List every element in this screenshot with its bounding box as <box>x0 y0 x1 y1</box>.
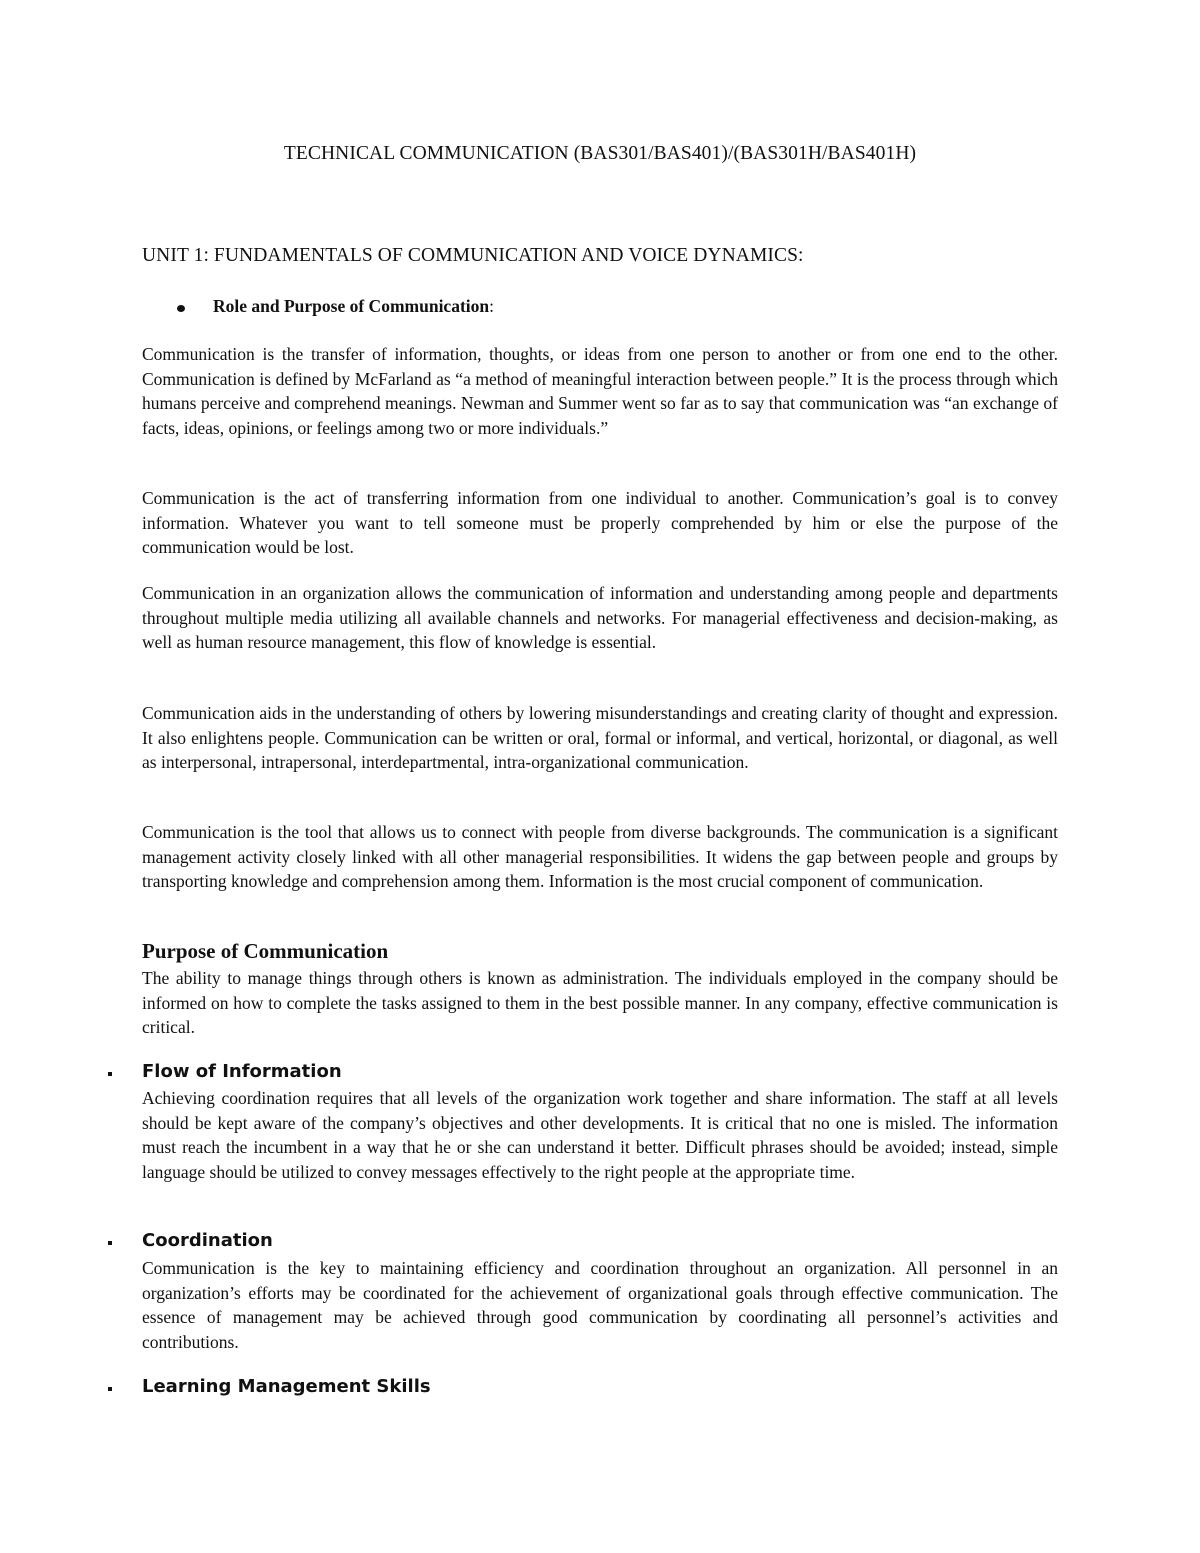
bullet-square-icon <box>108 1072 112 1076</box>
flow-of-information-text: Achieving coordination requires that all levels of the organization work together and share information. The staff at all levels should be kept aware of the company’s objectives and other developments. It is critical that no one is misled. The information must reach the incumbent in a way that he or she can understand it better. Difficult phrases should be avoided; instead, simple language should be utilized to convey messages effectively to the right people at the appropriate time. <box>142 1088 1058 1182</box>
coordination-text: Communication is the key to maintaining efficiency and coordination throughout an organization. All personnel in an organization’s efforts may be coordinated for the achievement of organizational goals through effective communication. The essence of management may be achieved through good communication by coordinating all personnel’s activities and contributions. <box>142 1258 1058 1352</box>
role-heading-text: Role and Purpose of Communication <box>213 296 490 316</box>
unit-heading: UNIT 1: FUNDAMENTALS OF COMMUNICATION AND VOICE DYNAMICS: <box>142 245 804 266</box>
purpose-heading: Purpose of Communication <box>142 939 389 963</box>
document-title: TECHNICAL COMMUNICATION (BAS301/BAS401)/(BAS301H/BAS401H) <box>283 143 917 164</box>
bullet-dot-icon <box>177 305 185 312</box>
intro-paragraph-2: Communication is the act of transferring information from one individual to another. Communication’s goal is to convey information. Whatever you want to tell someone must be properly comprehended by him or else the purpose of the communication would be lost. <box>142 488 1058 558</box>
purpose-paragraph: The ability to manage things through others is known as administration. The individuals employed in the company should be informed on how to complete the tasks assigned to them in the best possible manner. In any company, effective communication is critical. <box>142 968 1058 1038</box>
intro-paragraph-5: Communication is the tool that allows us to connect with people from diverse backgrounds. The communication is a significant management activity closely linked with all other managerial responsibilities. It widens the gap between people and groups by transporting knowledge and comprehension among them. Information is the most crucial component of communication. <box>142 822 1058 892</box>
coordination-heading <box>142 1230 1058 1251</box>
intro-paragraph-1: Communication is the transfer of information, thoughts, or ideas from one person to another or from one end to the other. Communication is defined by McFarland as “a method of meaningful interaction between people.” It is the process through which humans perceive and comprehend meanings. Newman and Summer went so far as to say that communication was “an exchange of facts, ideas, opinions, or feelings among two or more individuals.” <box>142 344 1058 438</box>
intro-paragraph-4: Communication aids in the understanding of others by lowering misunderstandings and creating clarity of thought and expression. It also enlightens people. Communication can be written or oral, formal or informal, and vertical, horizontal, or diagonal, as well as interpersonal, intrapersonal, interdepartmental, intra-organizational communication. <box>142 703 1058 773</box>
bullet-square-icon <box>108 1387 112 1391</box>
section-heading-text: Coordination <box>142 1230 273 1251</box>
intro-paragraph-3: Communication in an organization allows the communication of information and understanding among people and departments throughout multiple media utilizing all available channels and networks. For managerial effectiveness and decision-making, as well as human resource management, this flow of knowledge is essential. <box>142 583 1058 653</box>
role-heading-colon: : <box>489 296 494 316</box>
section-heading-text: Flow of Information <box>142 1061 342 1082</box>
flow-of-information-heading <box>142 1061 1058 1082</box>
bullet-square-icon <box>108 1241 112 1245</box>
section-heading-text: Learning Management Skills <box>142 1376 431 1397</box>
learning-management-skills-heading <box>142 1376 1058 1397</box>
